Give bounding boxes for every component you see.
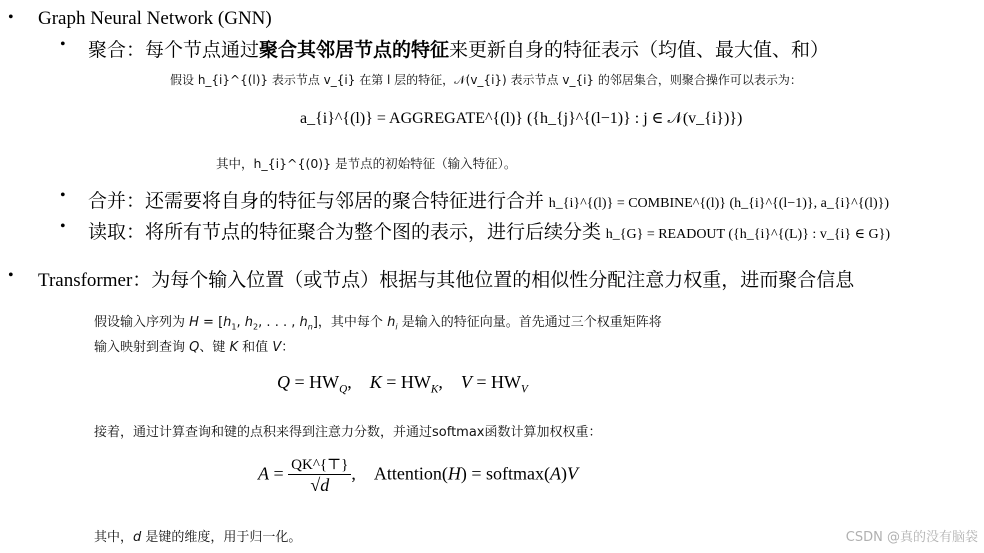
transformer-heading: Transformer：为每个输入位置（或节点）根据与其他位置的相似性分配注意力权重，进而聚合信息	[38, 270, 855, 291]
bullet-icon: •	[60, 187, 66, 204]
attention-score-text: 接着，通过计算查询和键的点积来得到注意力分数，并通过softmax函数计算加权权重：	[94, 425, 602, 440]
qkv-formula: $Q = HW_Q$, $K = HW_K$, $V = HW_V$	[277, 372, 528, 396]
combine-text: 合并：还需要将自身的特征与邻居的聚合特征进行合并	[88, 191, 545, 212]
bullet-icon: •	[8, 9, 14, 26]
aggregate-bullet	[88, 35, 829, 62]
aggregate-formula: a_{i}^{(l)} = AGGREGATE^{(l)} ({h_{j}^{(l−1)} : j ∈ 𝒩(v_{i})})	[300, 110, 743, 127]
aggregate-bold: 聚合其邻居节点的特征	[259, 40, 450, 61]
fraction-numerator: QK^{⊤}	[288, 455, 351, 475]
bullet-icon: •	[60, 218, 66, 235]
aggregate-explanation: 假设 h_{i}^{(l)} 表示节点 v_{i} 在第 l 层的特征，𝒩(v_{i}) 表示节点 v_{i} 的邻居集合，则聚合操作可以表示为：	[170, 73, 802, 87]
attention-formula	[258, 455, 578, 496]
formula-lhs: A =	[258, 463, 289, 484]
gnn-heading: Graph Neural Network (GNN)	[38, 8, 272, 29]
readout-bullet	[88, 217, 890, 244]
readout-text: 读取：将所有节点的特征聚合为整个图的表示，进行后续分类	[88, 222, 602, 243]
fraction	[288, 455, 351, 496]
projection-text: 输入映射到查询 Q、键 K 和值 V：	[94, 340, 295, 355]
watermark: CSDN @真的没有脑袋	[845, 530, 978, 545]
bullet-icon: •	[60, 36, 66, 53]
fraction-denominator: √d	[310, 475, 330, 495]
aggregate-suffix: 来更新自身的特征表示（均值、最大值、和）	[449, 40, 830, 61]
formula-rhs: , Attention(H) = softmax(A)V	[351, 463, 579, 484]
initial-feature-note: 其中，h_{i}^{(0)} 是节点的初始特征（输入特征）。	[216, 156, 517, 171]
combine-formula: h_{i}^{(l)} = COMBINE^{(l)} (h_{i}^{(l−1)}, a_{i}^{(l)})	[548, 196, 890, 211]
aggregate-prefix: 聚合：每个节点通过	[88, 40, 260, 61]
readout-formula: h_{G} = READOUT ({h_{i}^{(L)} : v_{i} ∈ G})	[605, 227, 891, 242]
dimension-note: 其中，d 是键的维度，用于归一化。	[94, 530, 302, 545]
bullet-icon: •	[8, 267, 14, 284]
combine-bullet	[88, 186, 889, 213]
input-sequence-text: 假设输入序列为 $H = [h_1$, $h_2$, . . . , $h_n$]，其中每个 $h_i$ 是输入的特征向量。首先通过三个权重矩阵将	[94, 315, 662, 332]
